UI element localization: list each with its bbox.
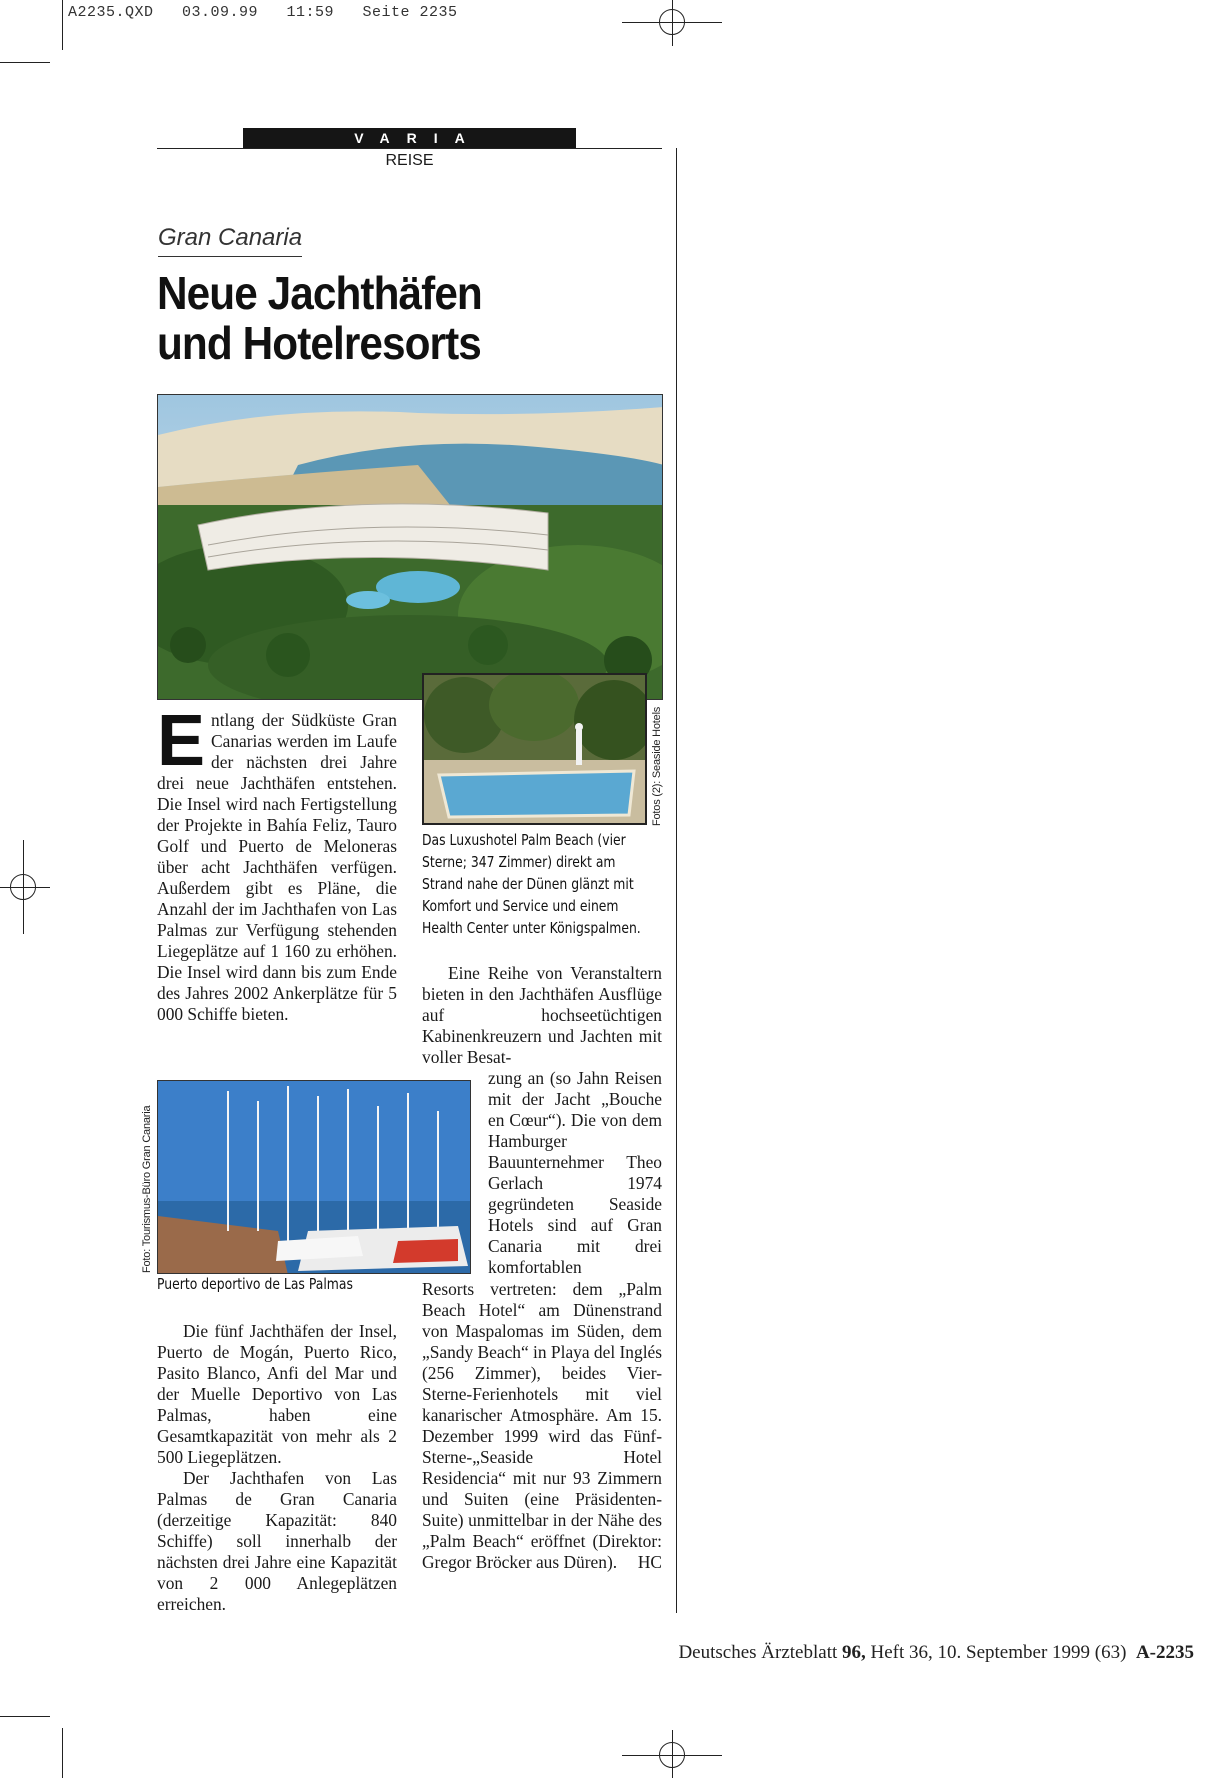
body-paragraph: Eine Reihe von Veranstaltern bieten in den Jachthäfen Ausflüge auf hochseetüchtigen Kabinenkreuzern und Jachten mit voller Besat- bbox=[422, 963, 662, 1067]
issue-info: Heft 36, 10. September 1999 (63) bbox=[870, 1642, 1127, 1663]
crop-mark bbox=[62, 0, 63, 50]
crop-mark bbox=[0, 1716, 50, 1717]
crop-mark bbox=[0, 62, 50, 63]
body-paragraph: Die fünf Jachthäfen der Insel, Puerto de Mogán, Puerto Rico, Pasito Blanco, Anfi del Mar und der Muelle Deportivo von Las Palmas, haben eine Gesamtkapazität von mehr als 2 500 Liegeplätzen. bbox=[157, 1321, 397, 1467]
hotel-aerial-image bbox=[158, 395, 663, 700]
body-column-left-bottom bbox=[157, 1321, 397, 1615]
harbor-image bbox=[158, 1081, 471, 1274]
body-paragraph: Resorts vertreten: dem „Palm Beach Hotel“ am Dünenstrand von Maspalomas im Süden, dem „Sandy Beach“ in Playa del Inglés (256 Zimmer), beides Vier-Sterne-Ferienhotels mit viel kanarischer Atmosphäre. Am 15. Dezember 1999 wird das Fünf-Sterne-„Seaside Hotel Residencia“ mit nur 93 Zimmern und Suiten (eine Präsidenten-Suite) unmittelbar in der Nähe des „Palm Beach“ eröffnet (Direktor: Gregor Bröcker aus Düren). HC bbox=[422, 1279, 663, 1572]
pool-photo bbox=[422, 673, 647, 825]
body-paragraph: zung an (so Jahn Reisen mit der Jacht „Bouche en Cœur“). Die von dem Hamburger Bauunternehmer Theo Gerlach 1974 gegründeten Seaside Hotels sind auf Gran Canaria mit drei komfortablen bbox=[488, 1068, 662, 1277]
body-column-right-b bbox=[488, 1068, 662, 1278]
body-column-left-top bbox=[157, 701, 397, 1025]
registration-mark bbox=[10, 874, 36, 900]
article-headline bbox=[157, 268, 635, 368]
crop-mark bbox=[62, 1728, 63, 1778]
harbor-photo bbox=[157, 1080, 471, 1274]
header-rule bbox=[157, 148, 662, 149]
hotel-aerial-photo bbox=[157, 394, 663, 700]
pool-image bbox=[424, 675, 647, 825]
body-column-right-c bbox=[422, 1279, 662, 1573]
body-column-right-a bbox=[422, 963, 662, 1068]
body-paragraph: Der Jachthafen von Las Palmas de Gran Canaria (derzeitige Kapazität: 840 Schiffe) soll innerhalb der nächsten drei Jahre eine Kapazität von 2 000 Anlegeplätzen erreichen. bbox=[157, 1468, 397, 1614]
section-subrubric: REISE bbox=[385, 152, 434, 169]
column-rule bbox=[676, 148, 677, 1613]
registration-mark bbox=[659, 1742, 685, 1768]
article-kicker: Gran Canaria bbox=[158, 224, 302, 257]
journal-volume: 96, bbox=[842, 1642, 866, 1663]
harbor-photo-caption: Puerto deportivo de Las Palmas bbox=[157, 1275, 353, 1293]
page-number: A-2235 bbox=[1135, 1642, 1194, 1663]
page-footer bbox=[678, 1642, 1194, 1664]
intro-paragraph: Entlang der Südküste Gran Canarias werden im Laufe der nächsten drei Jahre drei neue Jachthäfen entstehen. Die Insel wird nach Fertigstellung der Projekte in Bahía Feliz, Tauro Golf und Puerto de Meloneras über acht Jachthäfen verfügen. Außerdem gibt es Pläne, die Anzahl der im Jachthafen von Las Palmas zur Verfügung stehenden Liegeplätze auf 1 160 zu erhöhen. Die Insel wird dann bis zum Ende des Jahres 2002 Ankerplätze für 5 000 Schiffe bieten. bbox=[157, 701, 397, 1024]
author-signature: HC bbox=[637, 1552, 662, 1572]
harbor-photo-credit: Foto: Tourismus-Büro Gran Canaria bbox=[141, 1105, 153, 1273]
journal-name: Deutsches Ärzteblatt bbox=[678, 1642, 838, 1663]
hotel-photo-credit: Fotos (2): Seaside Hotels bbox=[651, 706, 663, 826]
file-slug: A2235.QXD 03.09.99 11:59 Seite 2235 bbox=[68, 4, 458, 21]
section-rubric: VARIA bbox=[243, 128, 576, 148]
pool-photo-caption: Das Luxushotel Palm Beach (vier Sterne; 347 Zimmer) direkt am Strand nahe der Dünen glänzt mit Komfort und Service und einem Health Center unter Königspalmen. bbox=[422, 831, 641, 937]
headline-line: Neue Jachthäfen bbox=[157, 267, 482, 319]
registration-mark bbox=[659, 9, 685, 35]
headline-line: und Hotelresorts bbox=[157, 317, 481, 369]
drop-cap: E bbox=[157, 701, 206, 781]
